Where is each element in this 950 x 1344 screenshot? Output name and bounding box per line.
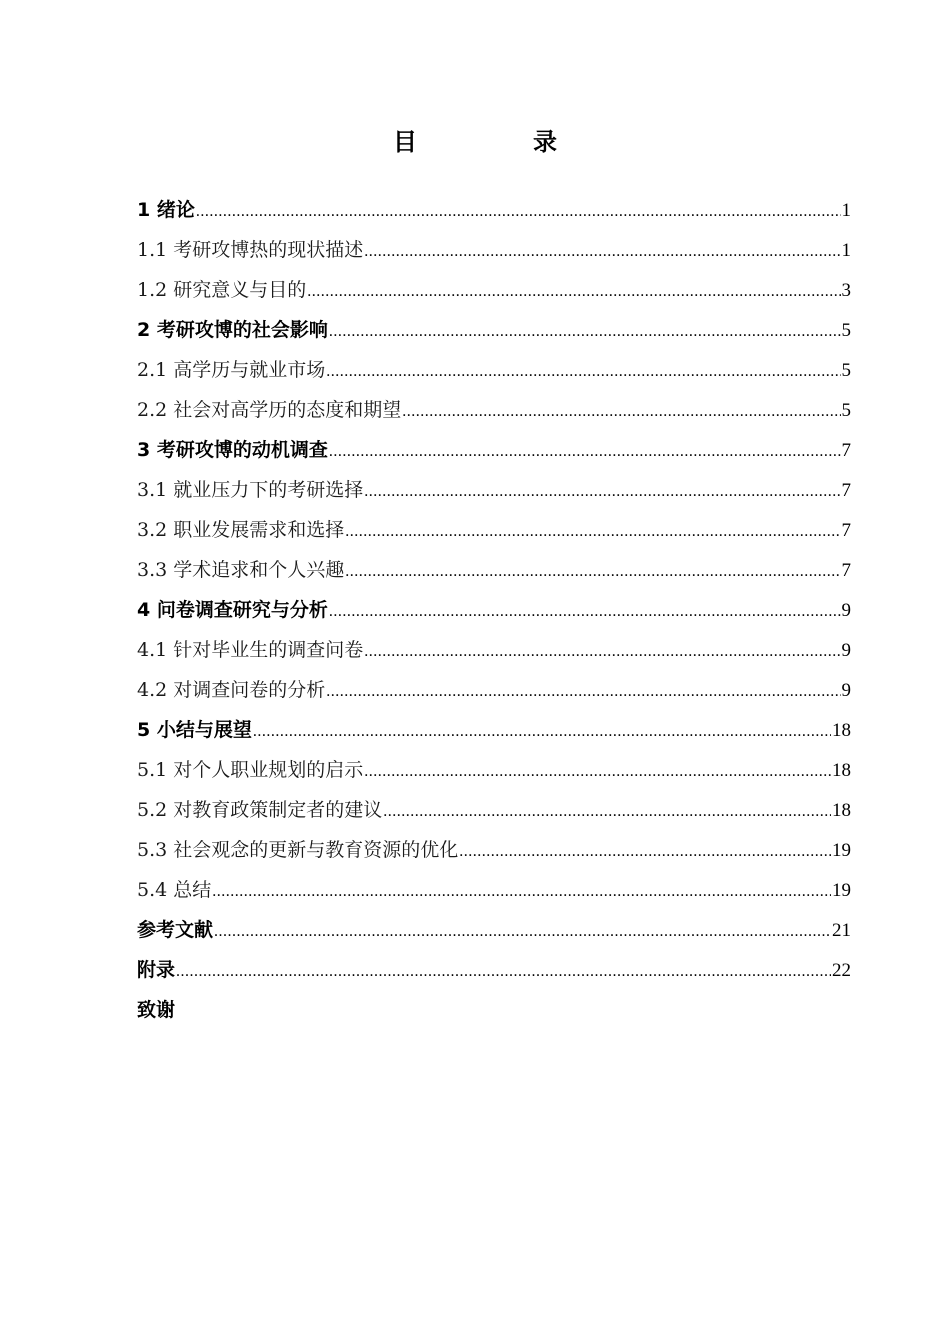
toc-page-number: 9 [841, 680, 851, 701]
toc-page-number: 19 [832, 880, 851, 901]
toc-page-number: 9 [841, 600, 851, 621]
toc-section-entry[interactable] [137, 750, 851, 790]
toc-entry-label: 2.1 高学历与就业市场 [137, 359, 326, 381]
toc-page-number: 5 [841, 320, 851, 341]
toc-section-entry[interactable] [137, 670, 851, 710]
toc-dot-leader [253, 712, 831, 752]
toc-section-entry[interactable] [137, 470, 851, 510]
toc-page-number: 7 [841, 480, 851, 501]
toc-dot-leader [364, 752, 831, 792]
toc-dot-leader [364, 472, 840, 512]
toc-dot-leader [176, 952, 831, 992]
toc-page-number: 18 [832, 800, 851, 821]
toc-section-entry[interactable] [137, 790, 851, 830]
toc-dot-leader [212, 872, 831, 912]
toc-entry-label: 2 考研攻博的社会影响 [137, 319, 328, 341]
toc-entry-label: 附录 [137, 959, 176, 981]
toc-page-number: 9 [841, 640, 851, 661]
toc-section-entry[interactable] [137, 510, 851, 550]
toc-section-entry[interactable] [137, 870, 851, 910]
toc-page-number: 7 [841, 560, 851, 581]
toc-dot-leader [214, 912, 831, 952]
toc-dot-leader [307, 272, 840, 312]
toc-dot-leader [345, 552, 840, 592]
toc-page-number: 21 [832, 920, 851, 941]
toc-page-number: 3 [841, 280, 851, 301]
toc-dot-leader [364, 232, 840, 272]
toc-page-number: 1 [841, 200, 851, 221]
toc-entry-label: 4.2 对调查问卷的分析 [137, 679, 326, 701]
toc-page-number: 22 [832, 960, 851, 981]
toc-dot-leader [402, 392, 840, 432]
toc-dot-leader [329, 312, 841, 352]
toc-entry-label: 3.1 就业压力下的考研选择 [137, 479, 364, 501]
toc-entry-label: 5.3 社会观念的更新与教育资源的优化 [137, 839, 459, 861]
toc-dot-leader [326, 352, 840, 392]
toc-dot-leader [459, 832, 831, 872]
toc-dot-leader [329, 592, 841, 632]
toc-page-number: 5 [841, 360, 851, 381]
toc-chapter-entry[interactable] [137, 190, 851, 230]
toc-entry-label: 1.1 考研攻博热的现状描述 [137, 239, 364, 261]
toc-entry-label: 5 小结与展望 [137, 719, 252, 741]
toc-entry-label: 4 问卷调查研究与分析 [137, 599, 328, 621]
toc-dot-leader [326, 672, 840, 712]
toc-entry-label: 5.1 对个人职业规划的启示 [137, 759, 364, 781]
table-of-contents [137, 190, 851, 1030]
toc-dot-leader [196, 192, 841, 232]
toc-section-entry[interactable] [137, 350, 851, 390]
toc-entry-label: 4.1 针对毕业生的调查问卷 [137, 639, 364, 661]
toc-entry-label: 致谢 [137, 999, 176, 1021]
toc-page-number: 7 [841, 440, 851, 461]
toc-entry-label: 3 考研攻博的动机调查 [137, 439, 328, 461]
toc-page-number: 1 [841, 240, 851, 261]
toc-section-entry[interactable] [137, 630, 851, 670]
toc-chapter-entry[interactable] [137, 590, 851, 630]
toc-page-number: 18 [832, 720, 851, 741]
toc-section-entry[interactable] [137, 830, 851, 870]
toc-page-number: 7 [841, 520, 851, 541]
toc-chapter-entry[interactable] [137, 710, 851, 750]
toc-chapter-entry[interactable] [137, 910, 851, 950]
toc-chapter-entry[interactable] [137, 950, 851, 990]
toc-entry-label: 2.2 社会对高学历的态度和期望 [137, 399, 402, 421]
toc-chapter-entry[interactable] [137, 990, 851, 1030]
toc-page-number: 18 [832, 760, 851, 781]
toc-page-number: 5 [841, 400, 851, 421]
toc-section-entry[interactable] [137, 270, 851, 310]
toc-entry-label: 3.3 学术追求和个人兴趣 [137, 559, 345, 581]
toc-entry-label: 3.2 职业发展需求和选择 [137, 519, 345, 541]
toc-entry-label: 1.2 研究意义与目的 [137, 279, 307, 301]
toc-entry-label: 参考文献 [137, 919, 214, 941]
toc-chapter-entry[interactable] [137, 310, 851, 350]
toc-entry-label: 5.4 总结 [137, 879, 212, 901]
toc-section-entry[interactable] [137, 390, 851, 430]
toc-section-entry[interactable] [137, 550, 851, 590]
toc-dot-leader [364, 632, 840, 672]
toc-dot-leader [383, 792, 831, 832]
toc-title: 目 录 [393, 128, 603, 156]
toc-entry-label: 1 绪论 [137, 199, 195, 221]
toc-dot-leader [329, 432, 841, 472]
toc-dot-leader [345, 512, 840, 552]
toc-page-number: 19 [832, 840, 851, 861]
toc-entry-label: 5.2 对教育政策制定者的建议 [137, 799, 383, 821]
toc-section-entry[interactable] [137, 230, 851, 270]
toc-chapter-entry[interactable] [137, 430, 851, 470]
